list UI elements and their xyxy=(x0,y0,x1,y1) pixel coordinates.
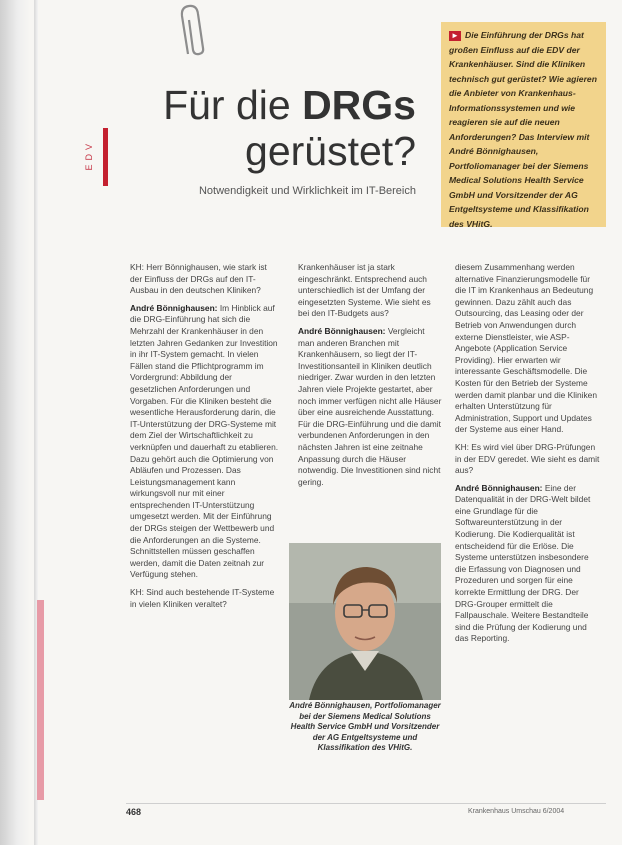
article-title xyxy=(150,82,416,174)
text-column-3 xyxy=(455,262,601,651)
publication-footer: Krankenhaus Umschau 6/2004 xyxy=(468,808,565,815)
page-number: 468 xyxy=(126,807,142,817)
answer-text: Vergleicht man anderen Branchen mit Krankenhäusern, so liegt der IT-Investitionsanteil in Kliniken deutlich niedriger. Zwar wurden in den letzten Jahren viele Projekte gestartet, aber noch immer verfügen nicht alle Häuser über eine ausreichende Ausstattung. Für die DRG-Einführung und die damit verbundenen Anforderungen in den nächsten Jahren ist eine zeitnahe Anpassung durch die Häuser notwendig. Die Investitionen sind nicht gering. xyxy=(298,325,442,487)
answer-paragraph xyxy=(130,303,280,581)
speaker-name: André Bönnighausen: xyxy=(130,302,218,313)
photo-caption: André Bönnighausen, Portfoliomanager bei der Siemens Medical Solutions Health Service GmbH und Vorsitzender der AG Entgeltsysteme und Klassifikation des VHitG. xyxy=(289,701,441,752)
answer-paragraph: diesem Zusammenhang werden alternative Finanzierungsmodelle für die IT im Krankenhaus an Bedeutung gewinnen. Dazu zählt auch das Outsourcing, das Leasing oder der Betrieb von Anwendungen durch externe Dienstleister, wie ASP-Angebote (Application Service Providing). Hier erwarten wir interessante Geschäftsmodelle. Die Kosten für den Betrieb der Systeme werden damit planbar und die Kliniken erhalten Unterstützung für Administration, Support und Updates der Systeme aus einer Hand. xyxy=(455,262,597,435)
accent-bar xyxy=(103,128,108,186)
binding-shadow xyxy=(0,0,30,845)
title-part-light: Für die xyxy=(163,82,303,128)
answer-paragraph xyxy=(298,326,442,488)
title-line-2: gerüstet? xyxy=(245,128,416,174)
portrait-photo xyxy=(289,543,441,700)
portrait-illustration xyxy=(289,543,441,700)
question-paragraph: KH: Sind auch bestehende IT-Systeme in vielen Kliniken veraltet? xyxy=(130,587,275,609)
answer-text: Eine der Datenqualität in der DRG-Welt bildet eine Grundlage für die Softwareunterstützung in der Kodierung. Die Kodierqualität ist entscheidend für die Erlöse. Die Systeme unterstützen insbesondere die Erfassung von Diagnosen und Prozeduren und sorgen für eine korrekte Ermittlung der DRG. Der DRG-Grouper ermittelt die Fallpauschale. Weitere Bestandteile sind die Prüfung der Kodierung und das Reporting. xyxy=(455,482,591,644)
footer-divider xyxy=(126,803,606,804)
text-column-1 xyxy=(130,262,280,616)
answer-paragraph xyxy=(455,483,601,645)
paperclip-icon xyxy=(176,4,212,56)
question-paragraph: KH: Es wird viel über DRG-Prüfungen in der EDV geredet. Wie sieht es damit aus? xyxy=(455,441,600,476)
article-subtitle: Notwendigkeit und Wirklichkeit im IT-Bereich xyxy=(198,185,416,197)
question-paragraph: KH: Herr Bönnighausen, wie stark ist der Einfluss der DRGs auf den IT-Ausbau in den deutschen Kliniken? xyxy=(130,262,267,296)
arrow-right-icon: ► xyxy=(449,31,461,41)
title-part-bold: DRGs xyxy=(302,82,416,128)
text-column-2 xyxy=(298,262,442,494)
pink-page-edge xyxy=(37,600,44,800)
teaser-box xyxy=(441,22,606,227)
speaker-name: André Bönnighausen: xyxy=(298,325,386,336)
answer-paragraph: Krankenhäuser ist ja stark eingeschränkt. Entsprechend auch unterschiedlich ist der Umfang der eingesetzten Systeme. Wie sieht es bei den IT-Budgets aus? xyxy=(298,262,431,319)
teaser-text: Die Einführung der DRGs hat großen Einfluss auf die EDV der Krankenhäuser. Sind die Kliniken technisch gut gerüstet? Wie agieren die Anbieter von Krankenhaus-Informationssystemen und wie reagieren sie auf die neuen Anforderungen? Das Interview mit André Bönnighausen, Portfoliomanager bei der Siemens Medical Solutions Health Service GmbH und Vorsitzender der AG Entgeltsysteme und Klassifikation des VHitG. xyxy=(449,30,597,229)
speaker-name: André Bönnighausen: xyxy=(455,482,543,493)
section-rubric: EDV xyxy=(84,140,94,171)
answer-text: Im Hinblick auf die DRG-Einführung hat sich die Mehrzahl der Krankenhäuser in den letzten Jahren Gedanken zur Investition in ihr IT-System gemacht. In vielen Fällen stand die Pflichtprogramm im Vordergrund: Abbildung der gesetzlichen Anforderungen und Vorgaben. Für die Kliniken besteht die wesentliche Herausforderung darin, die IT-Unterstützung der DRG-Systeme mit dem Ziel der Wirtschaftlichkeit zu verknüpfen und dauerhaft zu etablieren. Dazu gehört auch die Optimierung von Abläufen und Prozessen. Das Leistungsmanagement kann wirkungsvoll nur mit einer entsprechenden IT-Unterstützung umgesetzt werden. Mit der Einführung der DRGs steigen der Wettbewerb und die Anforderungen an die Systeme. Schnittstellen müssen geschaffen werden, damit die Daten zeitnah zur Verfügung stehen. xyxy=(130,302,279,580)
